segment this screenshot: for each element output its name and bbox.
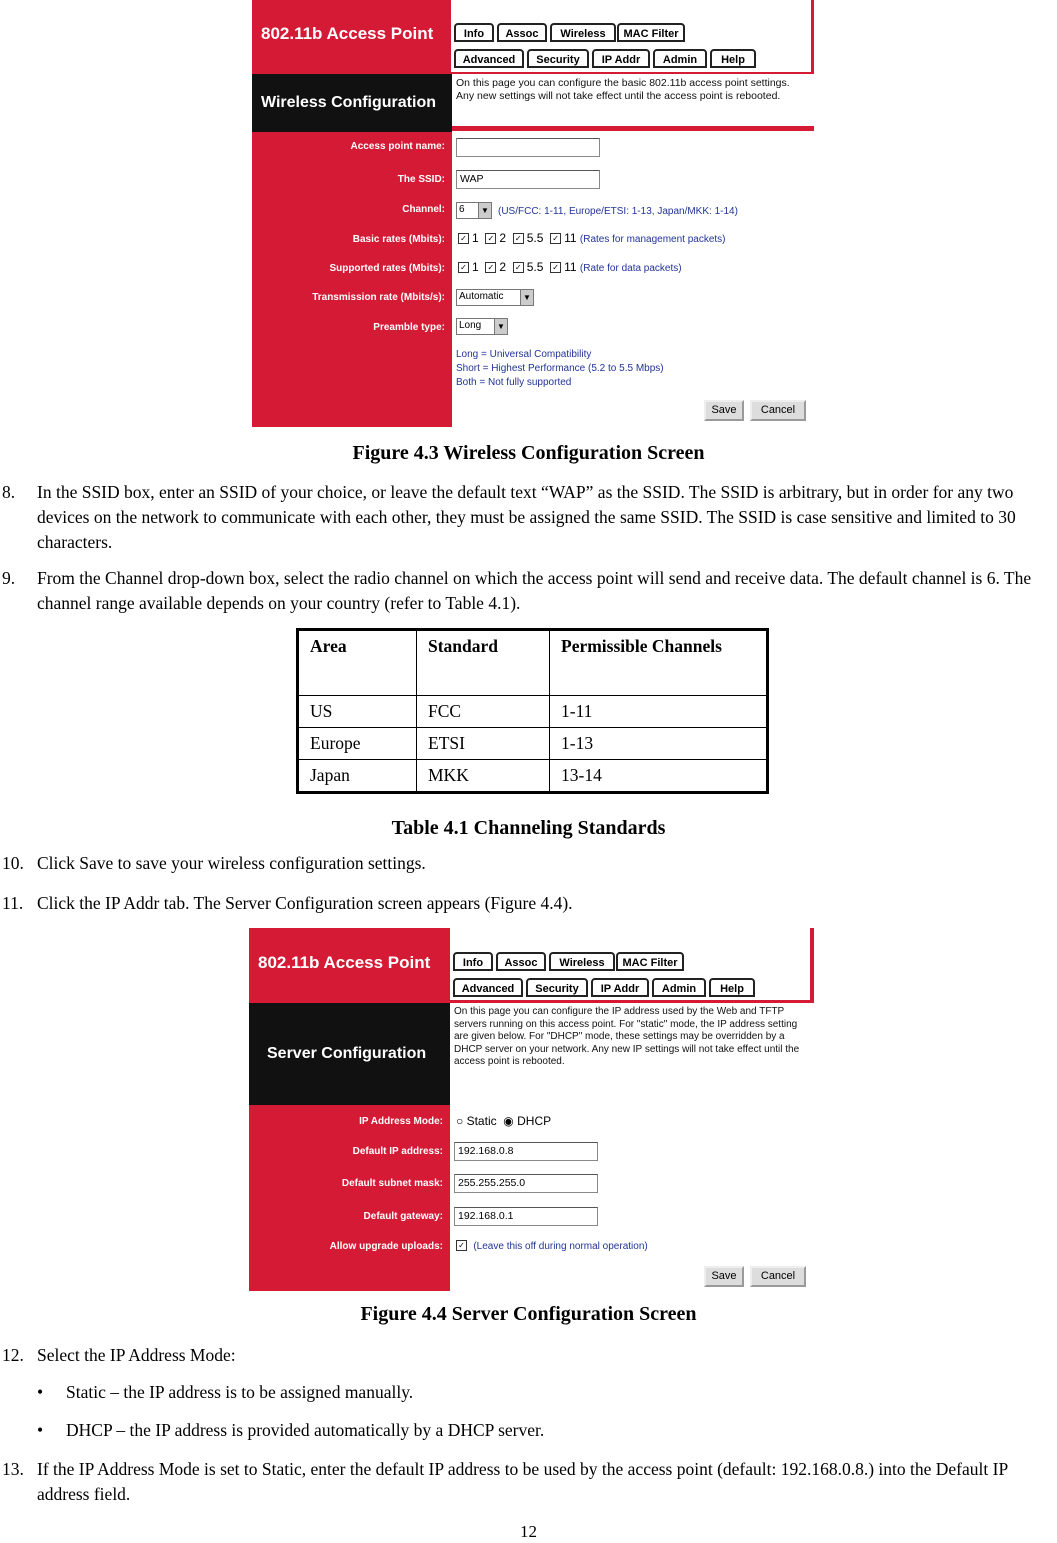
table-cell: MKK <box>417 760 550 793</box>
table-cell: 1-13 <box>550 728 768 760</box>
radio-static[interactable]: ○ <box>456 1114 464 1128</box>
checkbox-icon[interactable]: ✓ <box>456 1240 467 1251</box>
checkbox-icon[interactable]: ✓ <box>550 233 561 244</box>
tab-admin[interactable]: Admin <box>653 49 707 68</box>
label-ssid: The SSID: <box>397 174 445 185</box>
step-number: 8. <box>2 482 16 502</box>
wireless-config-screenshot <box>252 0 814 427</box>
table-row <box>298 696 768 728</box>
table-4-1-caption: Table 4.1 Channeling Standards <box>391 817 666 839</box>
tab-ip-addr[interactable]: IP Addr <box>591 978 649 997</box>
tab-mac-filter[interactable]: MAC Filter <box>616 952 684 971</box>
ip-mode-radios: ○ Static ◉ DHCP <box>456 1114 552 1128</box>
step-13-text: If the IP Address Mode is set to Static, enter the default IP address to be used by the access point (default: 192.168.0.8.) into the Default IP address field. <box>37 1459 1008 1504</box>
bullet-icon: • <box>37 1382 44 1402</box>
label-access-point-name: Access point name: <box>350 141 445 152</box>
step-number: 13. <box>2 1459 24 1479</box>
basic-rates-row: ✓ 1 ✓ 2 ✓ 5.5 ✓ 11 (Rates for management packets) <box>458 231 726 245</box>
tab-admin[interactable]: Admin <box>652 978 706 997</box>
tab-security[interactable]: Security <box>527 49 589 68</box>
label-default-subnet-mask: Default subnet mask: <box>341 1178 443 1189</box>
step-number: 9. <box>2 568 16 588</box>
checkbox-icon[interactable]: ✓ <box>513 233 524 244</box>
checkbox-icon[interactable]: ✓ <box>485 262 496 273</box>
checkbox-icon[interactable]: ✓ <box>513 262 524 273</box>
label-transmission-rate: Transmission rate (Mbits/s): <box>312 292 445 303</box>
table-cell: Japan <box>298 760 417 793</box>
transmission-rate-select[interactable] <box>456 289 534 306</box>
brand-title: 802.11b Access Point <box>258 953 431 972</box>
brand-title: 802.11b Access Point <box>261 24 434 43</box>
tab-wireless[interactable]: Wireless <box>550 23 616 42</box>
bullet-dhcp-text: DHCP – the IP address is provided automatically by a DHCP server. <box>66 1420 545 1440</box>
chevron-down-icon: ▼ <box>494 319 507 334</box>
tab-advanced[interactable]: Advanced <box>453 978 523 997</box>
label-default-gateway: Default gateway: <box>363 1211 443 1222</box>
checkbox-icon[interactable]: ✓ <box>485 233 496 244</box>
bullet-icon: • <box>37 1420 44 1440</box>
settings-panel <box>450 1105 814 1291</box>
subnet-mask-input[interactable]: 255.255.255.0 <box>454 1174 598 1193</box>
tab-security[interactable]: Security <box>526 978 588 997</box>
tab-ip-addr[interactable]: IP Addr <box>592 49 650 68</box>
cancel-button[interactable]: Cancel <box>750 400 806 421</box>
checkbox-icon[interactable]: ✓ <box>458 233 469 244</box>
step-number: 12. <box>2 1345 24 1365</box>
step-11-text: Click the IP Addr tab. The Server Configuration screen appears (Figure 4.4). <box>37 893 573 913</box>
table-header: Permissible Channels <box>550 630 768 696</box>
channel-note: (US/FCC: 1-11, Europe/ETSI: 1-13, Japan/MKK: 1-14) <box>498 206 738 217</box>
table-header-row <box>298 630 768 696</box>
upgrade-row <box>456 1238 648 1252</box>
checkbox-icon[interactable]: ✓ <box>550 262 561 273</box>
table-row <box>298 728 768 760</box>
tab-help[interactable]: Help <box>709 978 755 997</box>
default-ip-input[interactable]: 192.168.0.8 <box>454 1142 598 1161</box>
chevron-down-icon: ▼ <box>478 203 491 218</box>
server-config-screenshot <box>249 928 814 1291</box>
label-preamble-type: Preamble type: <box>373 322 445 333</box>
step-10-text: Click Save to save your wireless configuration settings. <box>37 853 426 873</box>
table-cell: 1-11 <box>550 696 768 728</box>
table-cell: 13-14 <box>550 760 768 793</box>
preamble-select[interactable] <box>456 318 508 335</box>
label-supported-rates: Supported rates (Mbits): <box>329 263 445 274</box>
tab-info[interactable]: Info <box>454 23 494 42</box>
ssid-input[interactable]: WAP <box>456 170 600 189</box>
channel-value: 6 <box>459 204 465 215</box>
radio-dhcp[interactable]: ◉ <box>503 1114 514 1128</box>
tab-help[interactable]: Help <box>710 49 756 68</box>
figure-4-4-caption: Figure 4.4 Server Configuration Screen <box>360 1303 697 1325</box>
step-number: 10. <box>2 853 24 873</box>
upgrade-note: (Leave this off during normal operation) <box>473 1241 648 1252</box>
supported-rates-note: (Rate for data packets) <box>579 263 682 274</box>
label-allow-upgrade-uploads: Allow upgrade uploads: <box>329 1241 443 1252</box>
page-description: On this page you can configure the basic 802.11b access point settings. Any new settings will not take effect until the access point is rebooted. <box>452 74 814 126</box>
tab-info[interactable]: Info <box>453 952 493 971</box>
step-9-text: From the Channel drop-down box, select the radio channel on which the access point will send and receive data. The default channel is 6. The channel range available depends on your country (refer to Table 4.1). <box>37 568 1032 613</box>
chevron-down-icon: ▼ <box>520 290 533 305</box>
page-banner: Wireless Configuration <box>252 74 452 132</box>
table-cell: ETSI <box>417 728 550 760</box>
label-channel: Channel: <box>402 204 445 215</box>
step-number: 11. <box>2 893 24 913</box>
tab-wireless[interactable]: Wireless <box>549 952 615 971</box>
channel-select[interactable] <box>456 202 492 219</box>
tab-assoc[interactable]: Assoc <box>497 23 547 42</box>
step-12-text: Select the IP Address Mode: <box>37 1345 236 1365</box>
table-row <box>298 760 768 793</box>
tab-advanced[interactable]: Advanced <box>454 49 524 68</box>
table-cell: US <box>298 696 417 728</box>
table-header: Standard <box>417 630 550 696</box>
step-8-text: In the SSID box, enter an SSID of your choice, or leave the default text “WAP” as the SSID. The SSID is arbitrary, but in order for any two devices on the network to communicate with each other, they must be assigned the same SSID. The SSID is case sensitive and limited to 30 characters. <box>37 482 1016 552</box>
table-cell: FCC <box>417 696 550 728</box>
figure-4-3-caption: Figure 4.3 Wireless Configuration Screen <box>352 442 705 464</box>
preamble-legend: Long = Universal Compatibility Short = Highest Performance (5.2 to 5.5 Mbps) Both = Not fully supported <box>456 349 664 388</box>
channeling-standards-table <box>296 628 769 794</box>
preamble-value: Long <box>459 320 482 331</box>
table-header: Area <box>298 630 417 696</box>
label-default-ip: Default IP address: <box>352 1146 443 1157</box>
access-point-name-input[interactable] <box>456 138 600 157</box>
checkbox-icon[interactable]: ✓ <box>458 262 469 273</box>
transmission-rate-value: Automatic <box>459 291 504 302</box>
save-button[interactable]: Save <box>704 1266 744 1287</box>
bullet-static-text: Static – the IP address is to be assigned manually. <box>66 1382 414 1402</box>
table-cell: Europe <box>298 728 417 760</box>
supported-rates-row: ✓ 1 ✓ 2 ✓ 5.5 ✓ 11 (Rate for data packets) <box>458 260 682 274</box>
label-ip-address-mode: IP Address Mode: <box>359 1116 443 1127</box>
basic-rates-note: (Rates for management packets) <box>579 234 726 245</box>
cancel-button[interactable]: Cancel <box>750 1266 806 1287</box>
page-number: 12 <box>520 1522 537 1541</box>
tab-bar <box>450 928 810 1000</box>
save-button[interactable]: Save <box>704 400 744 421</box>
tab-assoc[interactable]: Assoc <box>496 952 546 971</box>
tab-bar <box>451 0 811 72</box>
tab-mac-filter[interactable]: MAC Filter <box>617 23 685 42</box>
default-gateway-input[interactable]: 192.168.0.1 <box>454 1207 598 1226</box>
label-basic-rates: Basic rates (Mbits): <box>352 234 445 245</box>
page-description: On this page you can configure the IP address used by the Web and TFTP servers running on this access point. For "static" mode, the IP address setting are given below. For "DHCP" mode, these settings may be overridden by a DHCP server on your network. Any new IP settings will not take effect until the access point is rebooted. <box>450 1003 814 1105</box>
page-banner: Server Configuration <box>249 1003 450 1105</box>
